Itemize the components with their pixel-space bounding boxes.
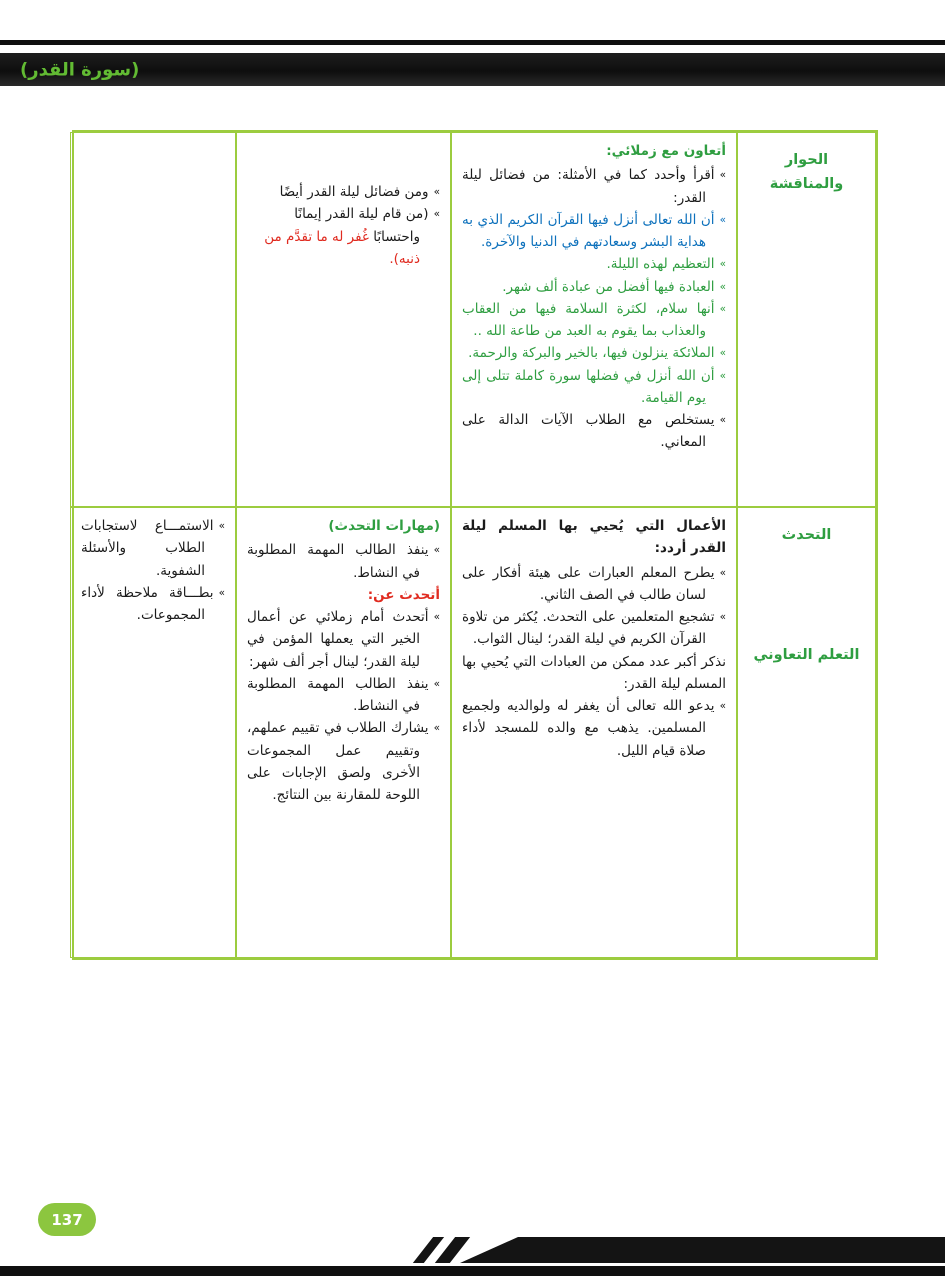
item-text: يدعو الله تعالى أن يغفر له ولوالديه ولجميع المسلمين. يذهب مع والده للمسجد لأداء صلاة قيام الليل. [462, 698, 715, 759]
item-text: يشارك الطلاب في تقييم عملهم، وتقييم عمل المجموعات الأخرى ولصق الإجابات على اللوحة للمقارنة بين النتائج. [247, 720, 429, 804]
item-text: يطرح المعلم العبارات على هيئة أفكار على لسان طالب في الصف الثاني. [462, 564, 715, 603]
bullet-icon: « [719, 611, 726, 624]
list-item [247, 673, 440, 718]
item-text: ينفذ الطالب المهمة المطلوبة في النشاط. [247, 542, 429, 581]
item-text: (من قام ليلة القدر إيمانًا واحتسابًا [294, 206, 429, 245]
dialogue-items-list [462, 164, 726, 453]
dialogue-content-cell [451, 132, 737, 507]
item-text: أن الله تعالى أنزل فيها القرآن الكريم الذي به هداية البشر وسعادتهم في الدنيا والآخرة. [462, 211, 715, 251]
list-item [462, 562, 726, 607]
list-item [462, 342, 726, 364]
item-text: أتحدث أمام زملائي عن أعمال الخير التي يعملها المؤمن في ليلة القدر؛ لينال أجر ألف شهر: [247, 609, 429, 670]
item-text: ينفذ الطالب المهمة المطلوبة في النشاط. [247, 675, 429, 715]
bullet-icon: « [719, 369, 726, 382]
bullet-icon: « [433, 722, 440, 735]
bullet-icon: « [433, 208, 440, 221]
bullet-icon: « [218, 586, 225, 599]
bullet-icon: « [433, 186, 440, 198]
header-band [0, 53, 945, 86]
row-label-speaking-text: التحدث [781, 527, 832, 543]
list-item [462, 695, 726, 762]
page-number: 137 [51, 1210, 83, 1229]
deeds-heading: الأعمال التي يُحيي بها المسلم ليلة القدر أردد: [462, 518, 726, 557]
bullet-icon: « [719, 169, 726, 182]
list-item [462, 164, 726, 209]
bullet-icon: « [719, 414, 726, 427]
list-item [462, 606, 726, 651]
bullet-icon: « [719, 700, 726, 713]
list-item [462, 651, 726, 696]
dialogue-notes-list [247, 181, 440, 270]
item-text: أتحدث عن: [367, 586, 440, 603]
speaking-skills-heading: (مهارات التحدث) [328, 518, 440, 534]
list-item [462, 209, 726, 254]
footer-band [460, 1237, 945, 1263]
bullet-icon: « [719, 213, 726, 226]
item-text: الاستمـــاع لاستجابات الطلاب والأسئلة الشفوية. [81, 518, 214, 579]
speaking-notes-list [247, 539, 440, 806]
dialogue-notes-cell [236, 132, 451, 507]
list-item [462, 365, 726, 410]
list-item [247, 584, 440, 606]
row-label-speaking [737, 507, 876, 958]
bullet-icon: « [433, 611, 440, 624]
lesson-table [72, 130, 878, 960]
list-item [81, 515, 225, 582]
speaking-notes-cell [236, 507, 451, 958]
list-item [247, 606, 440, 673]
page-number-pill [38, 1203, 96, 1236]
item-text: نذكر أكبر عدد ممكن من العبادات التي يُحيي بها المسلم ليلة القدر: [462, 653, 726, 692]
item-text-highlight: غُفر له ما تقدَّم من ذنبه). [264, 228, 420, 267]
speaking-content-cell [451, 507, 737, 958]
list-item [247, 203, 440, 270]
row-label-text: الحوار والمناقشة [769, 152, 844, 192]
item-text: يستخلص مع الطلاب الآيات الدالة على المعاني. [462, 412, 715, 451]
bullet-icon: « [719, 280, 726, 293]
bullet-icon: « [433, 677, 440, 690]
item-text: أن الله أنزل في فضلها سورة كاملة تتلى إلى يوم القيامة. [462, 367, 715, 406]
speaking-evaluation-cell [70, 507, 236, 958]
bullet-icon: « [719, 566, 726, 579]
list-item [462, 276, 726, 298]
row-label-cooperative-text: التعلم التعاوني [753, 646, 860, 663]
bullet-icon: « [433, 544, 440, 557]
list-item [247, 539, 440, 584]
list-item [462, 298, 726, 343]
list-item [247, 181, 440, 203]
bullet-icon: « [719, 258, 726, 271]
page-title: (سورة القدر) [20, 59, 140, 80]
top-rule [0, 40, 945, 45]
bullet-icon: « [719, 302, 726, 315]
item-text: العبادة فيها أفضل من عبادة ألف شهر. [502, 278, 715, 295]
bullet-icon: « [719, 347, 726, 360]
cooperate-heading: أتعاون مع زملائي: [606, 143, 726, 159]
dialogue-evaluation-cell-empty [70, 132, 236, 507]
item-text: الملائكة ينزلون فيها، بالخير والبركة والرحمة. [468, 345, 715, 362]
list-item [462, 409, 726, 454]
item-text: ومن فضائل ليلة القدر أيضًا [279, 184, 429, 200]
bottom-strip [0, 1266, 945, 1276]
list-item [462, 253, 726, 275]
item-text: أنها سلام، لكثرة السلامة فيها من العقاب والعذاب بما يقوم به العبد من طاعة الله .. [462, 300, 715, 340]
list-item [81, 582, 225, 627]
item-text: بطـــاقة ملاحظة لأداء المجموعات. [81, 584, 214, 624]
item-text: تشجيع المتعلمين على التحدث. يُكثر من تلاوة القرآن الكريم في ليلة القدر؛ لينال الثواب. [462, 609, 715, 648]
row-label-dialogue [737, 132, 876, 507]
bullet-icon: « [218, 520, 225, 532]
speaking-items-list [462, 562, 726, 762]
item-text: أقرأ وأحدد كما في الأمثلة: من فضائل ليلة القدر: [462, 167, 715, 206]
item-text: التعظيم لهذه الليلة. [606, 256, 715, 273]
evaluation-items-list [81, 515, 225, 626]
list-item [247, 717, 440, 806]
